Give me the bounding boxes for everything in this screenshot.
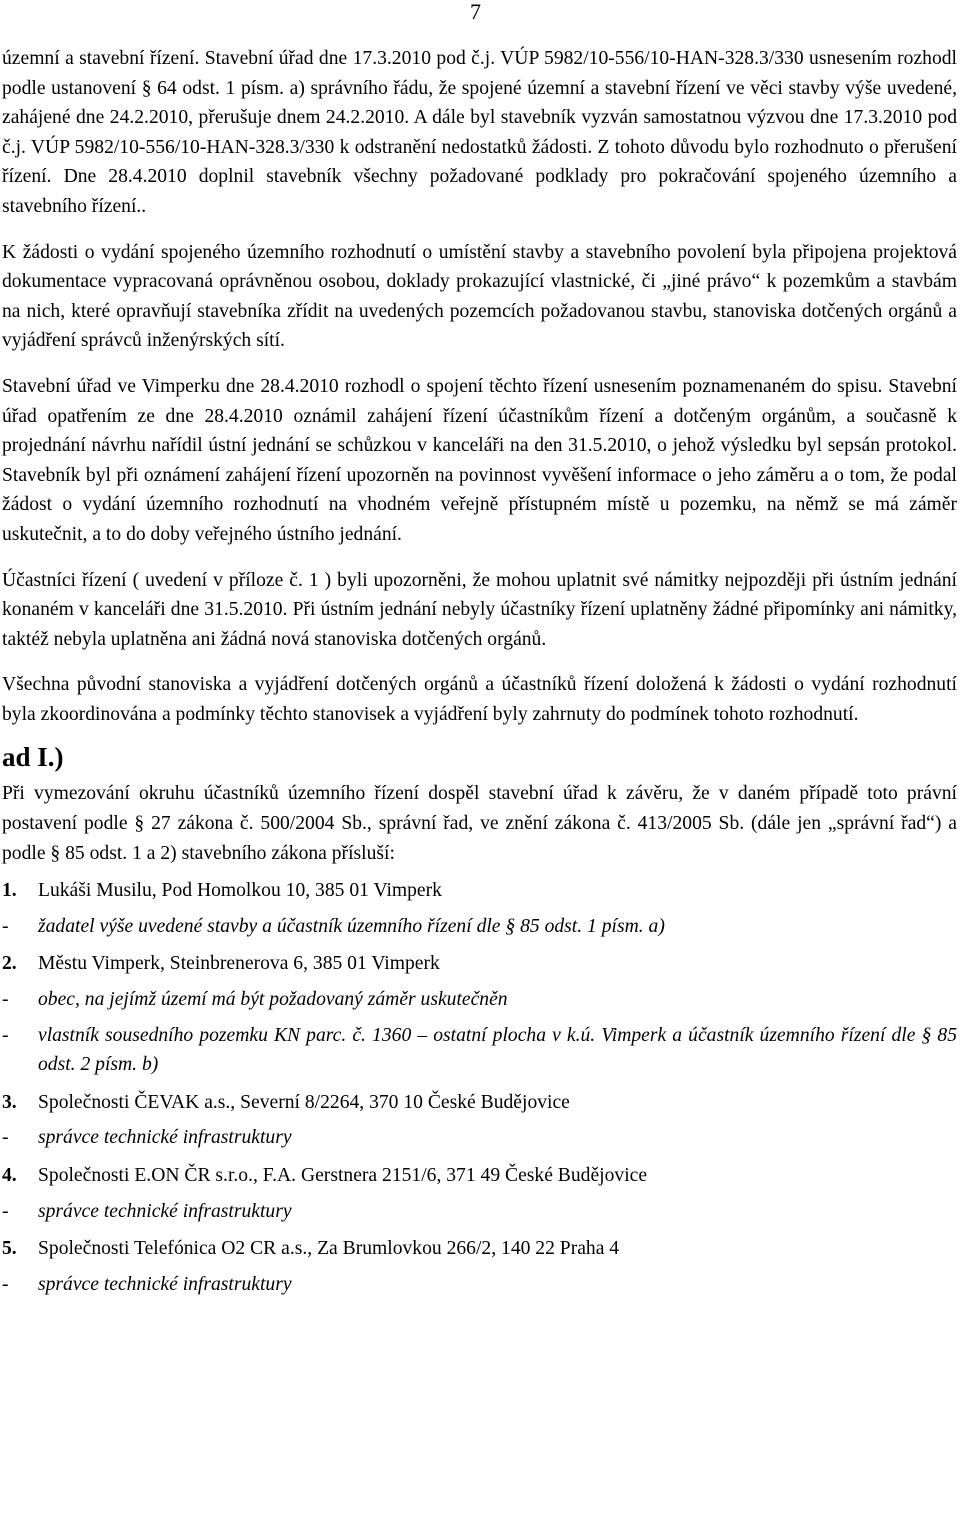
participant-role [2,1197,957,1227]
participant-role [2,1021,957,1080]
participants-list [2,876,957,1299]
participant-entry [2,876,957,906]
role-dash: - [2,1273,9,1295]
document-body [2,44,957,1299]
participant-number: 2. [2,953,17,975]
paragraph-attachments: K žádosti o vydání spojeného územního rozhodnutí o umístění stavby a stavebního povolení byla připojena projektová dokumentace vypracovaná oprávněnou osobou, doklady prokazující vlastnické, či „jiné právo“ k pozemkům a stavbám na nich, které opravňují stavebníka zřídit na uvedených pozemcích požadovanou stavbu, stanoviska dotčených orgánů a vyjádření správců inženýrských sítí. [2,241,957,352]
role-text: správce technické infrastruktury [38,1200,292,1222]
role-dash: - [2,1200,9,1222]
role-dash: - [2,1024,9,1046]
role-text: správce technické infrastruktury [38,1127,292,1149]
participant-address: Společnosti ČEVAK a.s., Severní 8/2264, 370 10 České Budějovice [38,1091,570,1113]
paragraph-opinions: Všechna původní stanoviska a vyjádření dotčených orgánů a účastníků řízení doložená k žádosti o vydání rozhodnutí byla zkoordinována a podmínky těchto stanovisek a vyjádření byly zahrnuty do podmínek tohoto rozhodnutí. [2,674,957,725]
section-intro: Při vymezování okruhu účastníků územního řízení dospěl stavební úřad k závěru, že v daném případě toto právní postavení podle § 27 zákona č. 500/2004 Sb., správní řad, ve znění zákona č. 413/2005 Sb. (dále jen „správní řad“) a podle § 85 odst. 1 a 2) stavebního zákona přísluší: [2,783,957,864]
role-text: žadatel výše uvedené stavby a účastník územního řízení dle § 85 odst. 1 písm. a) [38,915,665,937]
section-heading: ad I.) [2,742,64,773]
role-text: správce technické infrastruktury [38,1273,292,1295]
participant-number: 5. [2,1238,17,1260]
participant-number: 4. [2,1165,17,1186]
participant-role [2,1123,957,1153]
participant-role [2,985,957,1015]
paragraph-interruption: územní a stavební řízení. Stavební úřad dne 17.3.2010 pod č.j. VÚP 5982/10-556/10-HAN-328.3/330 usnesením rozhodl podle ustanovení § 64 odst. 1 písm. a) správního řádu, že spojené územní a stavební řízení ve věci stavby výše uvedené, zahájené dne 24.2.2010, přerušuje dnem 24.2.2010. A dále byl stavebník vyzván samostatnou výzvou dne 17.3.2010 pod č.j. VÚP 5982/10-556/10-HAN-328.3/330 k odstranění nedostatků žádosti. Z tohoto důvodu bylo rozhodnuto o přerušení řízení. Dne 28.4.2010 doplnil stavebník všechny požadované podklady pro pokračování spojeného územního a stavebního řízení.. [2,48,957,217]
paragraph-objections: Účastníci řízení ( uvedení v příloze č. 1 ) byli upozorněni, že mohou uplatnit své námitky nejpozději při ústním jednání konaném v kanceláři dne 31.5.2010. Při ústním jednání nebyly účastníky řízení uplatněny žádné připomínky ani námitky, taktéž nebyla uplatněna ani žádná nová stanoviska dotčených orgánů. [2,569,957,650]
page-number: 7 [470,0,481,24]
participant-address: Společnosti E.ON ČR s.r.o., F.A. Gerstnera 2151/6, 371 49 České Budějovice [38,1165,648,1186]
participant-address: Městu Vimperk, Steinbrenerova 6, 385 01 Vimperk [38,953,440,975]
participant-number: 1. [2,880,17,902]
role-dash: - [2,989,9,1011]
participant-number: 3. [2,1091,17,1113]
participant-entry [2,1234,957,1264]
role-dash: - [2,1127,9,1149]
paragraph-hearing: Stavební úřad ve Vimperku dne 28.4.2010 rozhodl o spojení těchto řízení usnesením poznamenaném do spisu. Stavební úřad opatřením ze dne 28.4.2010 oznámil zahájení řízení účastníkům řízení a dotčeným orgánům, a současně k projednání návrhu nařídil ústní jednání se schůzkou v kanceláři na den 31.5.2010, o jehož výsledku byl sepsán protokol. Stavebník byl při oznámení zahájení řízení upozorněn na povinnost vyvěšení informace o jeho záměru a o tom, že podal žádost o vydání územního rozhodnutí na vhodném veřejně přístupném místě u pozemku, na němž se má záměr uskutečnit, a to do doby veřejného ústního jednání. [2,375,957,545]
participant-address: Lukáši Musilu, Pod Homolkou 10, 385 01 Vimperk [38,880,442,902]
participant-role [2,912,957,942]
participant-entry [2,949,957,979]
participant-entry [2,1088,957,1118]
role-text: obec, na jejímž území má být požadovaný záměr uskutečněn [38,989,508,1011]
role-text: vlastník sousedního pozemku KN parc. č. 1360 – ostatní plocha v k.ú. Vimperk a účastník územního řízení dle § 85 odst. 2 písm. b) [38,1024,957,1076]
participant-role [2,1270,957,1300]
participant-entry [2,1161,957,1191]
participant-address: Společnosti Telefónica O2 CR a.s., Za Brumlovkou 266/2, 140 22 Praha 4 [38,1238,620,1260]
role-dash: - [2,915,9,937]
